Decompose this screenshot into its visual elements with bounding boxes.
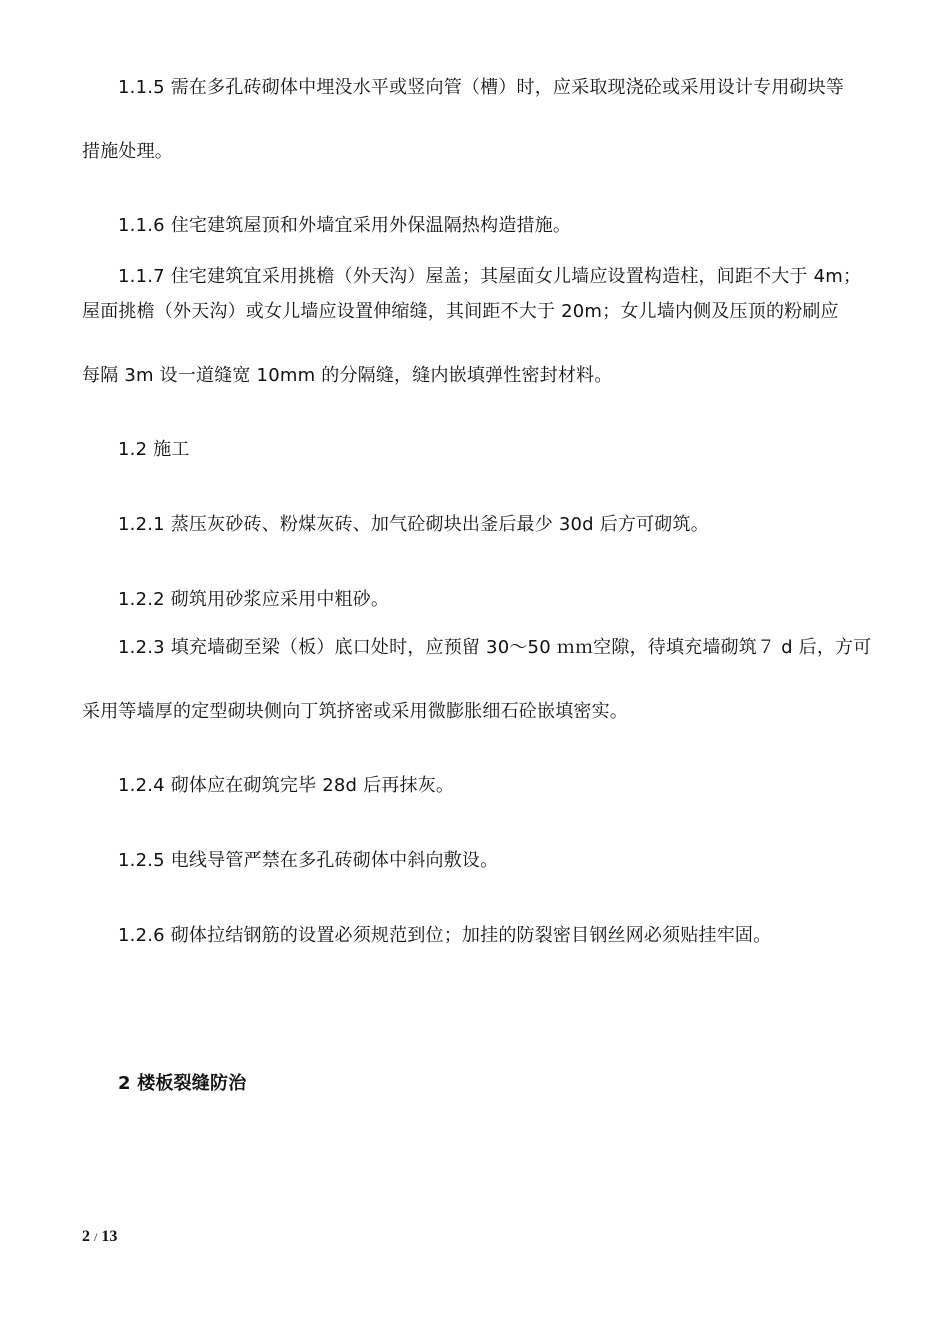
paragraph-1-2-6: 1.2.6 砌体拉结钢筋的设置必须规范到位；加挂的防裂密目钢丝网必须贴挂牢固。: [118, 925, 772, 946]
paragraph-1-1-5-line-2: 措施处理。: [82, 141, 173, 162]
page-number-footer: [82, 1228, 117, 1246]
total-page-count: 13: [101, 1228, 118, 1245]
paragraph-1-2-3-line-2: 采用等墙厚的定型砌块侧向丁筑挤密或采用微膨胀细石砼嵌填密实。: [82, 701, 628, 722]
paragraph-1-2-1: 1.2.1 蒸压灰砂砖、粉煤灰砖、加气砼砌块出釜后最少 30d 后方可砌筑。: [118, 514, 709, 535]
paragraph-1-2-5: 1.2.5 电线导管严禁在多孔砖砌体中斜向敷设。: [118, 850, 499, 871]
paragraph-1-2-4: 1.2.4 砌体应在砌筑完毕 28d 后再抹灰。: [118, 775, 455, 796]
paragraph-1-1-7-line-2: 屋面挑檐（外天沟）或女儿墙应设置伸缩缝，其间距不大于 20m；女儿墙内侧及压顶的粉刷应: [82, 301, 839, 322]
current-page-number: 2: [82, 1228, 90, 1245]
paragraph-1-1-7-line-3: 每隔 3m 设一道缝宽 10mm 的分隔缝，缝内嵌填弹性密封材料。: [82, 365, 613, 386]
page-separator: /: [94, 1230, 98, 1244]
paragraph-1-2-2: 1.2.2 砌筑用砂浆应采用中粗砂。: [118, 589, 390, 610]
paragraph-1-1-5-line-1: 1.1.5 需在多孔砖砌体中埋没水平或竖向管（槽）时，应采取现浇砼或采用设计专用砌块等: [118, 77, 845, 98]
paragraph-1-2-3-line-1: 1.2.3 填充墙砌至梁（板）底口处时，应预留 30～50 ｍｍ空隙，待填充墙砌筑７ d 后，方可: [118, 637, 872, 658]
paragraph-1-1-6: 1.1.6 住宅建筑屋顶和外墙宜采用外保温隔热构造措施。: [118, 215, 572, 236]
heading-1-2: 1.2 施工: [118, 439, 190, 460]
paragraph-1-1-7-line-1: 1.1.7 住宅建筑宜采用挑檐（外天沟）屋盖；其屋面女儿墙应设置构造柱，间距不大于 4m；: [118, 266, 862, 287]
section-2-heading: 2 楼板裂缝防治: [118, 1073, 247, 1094]
